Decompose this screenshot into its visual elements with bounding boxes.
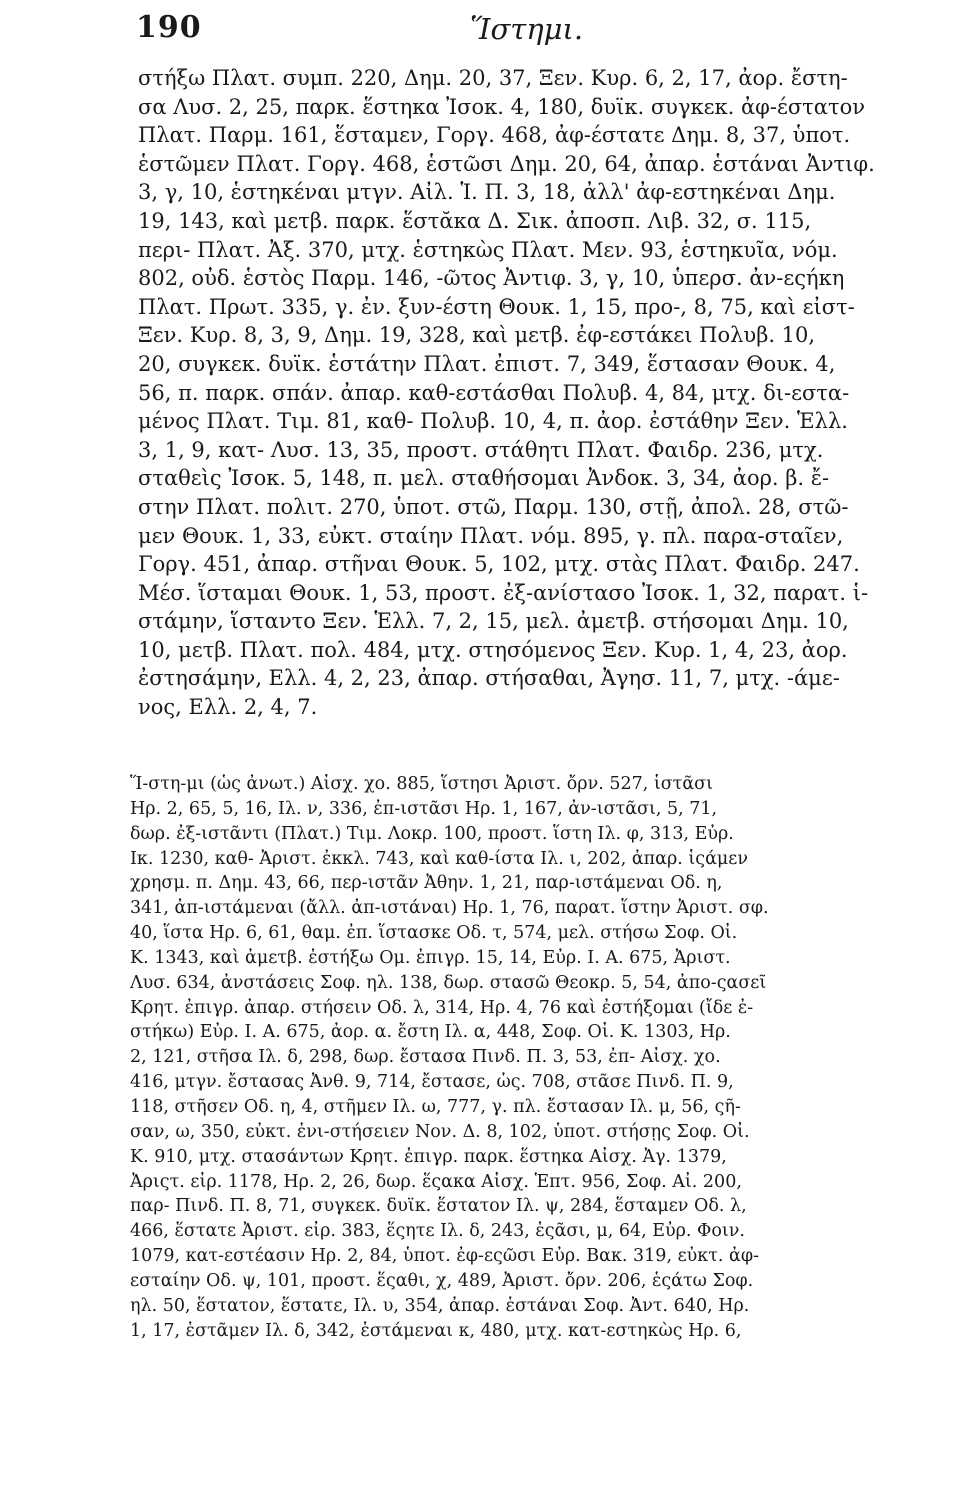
text-line: Ἀριςτ. εἰρ. 1178, Ηρ. 2, 26, δωρ. ἕςακα Αἰσχ. Ἑπτ. 956, Σοφ. Αἰ. 200, xyxy=(130,1171,742,1192)
text-line: ἑστῶμεν Πλατ. Γοργ. 468, ἑστῶσι Δημ. 20, 64, ἀπαρ. ἑστάναι Ἀντιφ. xyxy=(138,151,875,176)
text-line: Μέσ. ἵσταμαι Θουκ. 1, 53, προστ. ἐξ-ανίστασο Ἰσοκ. 1, 32, παρατ. ἱ- xyxy=(138,580,869,605)
text-line: 2, 121, στῆσα Ιλ. δ, 298, δωρ. ἔστασα Πινδ. Π. 3, 53, ἐπ- Αἰσχ. χο. xyxy=(130,1047,721,1068)
running-head: Ἵστημι. xyxy=(470,12,584,46)
text-line: 20, συγκεκ. δυϊκ. ἑστάτην Πλατ. ἐπιστ. 7, 349, ἕστασαν Θουκ. 4, xyxy=(138,351,836,376)
text-line: 3, γ, 10, ἑστηκέναι μτγν. Αἰλ. Ἱ. Π. 3, 18, ἀλλ' ἀφ-εστηκέναι Δημ. xyxy=(138,180,836,205)
text-line: Κ. 1343, καὶ ἀμετβ. ἐστήξω Ομ. ἐπιγρ. 15, 14, Εὐρ. Ι. Α. 675, Ἀριστ. xyxy=(130,947,731,968)
text-line: μένος Πλατ. Τιμ. 81, καθ- Πολυβ. 10, 4, π. ἀορ. ἐστάθην Ξεν. Ἑλλ. xyxy=(138,409,848,434)
text-line: 466, ἕστατε Ἀριστ. εἰρ. 383, ἕςητε Ιλ. δ, 243, ἑςᾶσι, μ, 64, Εὐρ. Φοιν. xyxy=(130,1221,745,1242)
page-number: 190 xyxy=(136,10,202,45)
text-line: μεν Θουκ. 1, 33, εὐκτ. σταίην Πλατ. νόμ. 895, γ. πλ. παρα-σταῖεν, xyxy=(138,523,844,548)
text-line: Λυσ. 634, ἀνστάσεις Σοφ. ηλ. 138, δωρ. στασῶ Θεοκρ. 5, 54, ἀπο-ςασεῖ xyxy=(130,972,767,993)
text-line: σα Λυσ. 2, 25, παρκ. ἕστηκα Ἰσοκ. 4, 180, δυϊκ. συγκεκ. ἀφ-έστατον xyxy=(138,94,865,119)
text-line: στην Πλατ. πολιτ. 270, ὑποτ. στῶ, Παρμ. 130, στῇ, ἀπολ. 28, στῶ- xyxy=(138,494,849,519)
text-line: χρησμ. π. Δημ. 43, 66, περ-ιστᾶν Ἀθην. 1, 21, παρ-ιστάμεναι Οδ. η, xyxy=(130,873,723,894)
text-line: 40, ἵστα Ηρ. 6, 61, θαμ. ἐπ. ἵστασκε Οδ. τ, 574, μελ. στήσω Σοφ. Οἰ. xyxy=(130,923,738,944)
text-line: δωρ. ἐξ-ιστᾶντι (Πλατ.) Τιμ. Λοκρ. 100, προστ. ἵστη Ιλ. φ, 313, Εὐρ. xyxy=(130,823,734,844)
text-line: Ἵ-στη-μι (ὡς ἀνωτ.) Αἰσχ. χο. 885, ἵστησι Ἀριστ. ὄρν. 527, ἱστᾶσι xyxy=(130,774,713,794)
page-header xyxy=(0,0,954,60)
text-line: 3, 1, 9, κατ- Λυσ. 13, 35, προστ. στάθητι Πλατ. Φαιδρ. 236, μτχ. xyxy=(138,437,824,462)
text-line: 1079, κατ-εστέασιν Ηρ. 2, 84, ὑποτ. ἐφ-εςῶσι Εὐρ. Βακ. 319, εὐκτ. ἀφ- xyxy=(130,1246,760,1267)
text-line: Ηρ. 2, 65, 5, 16, Ιλ. ν, 336, ἐπ-ιστᾶσι Ηρ. 1, 167, ἀν-ιστᾶσι, 5, 71, xyxy=(130,798,718,819)
text-line: 19, 143, καὶ μετβ. παρκ. ἕστᾰκα Δ. Σικ. ἀποσπ. Λιβ. 32, σ. 115, xyxy=(138,208,812,233)
text-line: 56, π. παρκ. σπάν. ἀπαρ. καθ-εστάσθαι Πολυβ. 4, 84, μτχ. δι-εστα- xyxy=(138,380,850,405)
text-line: ηλ. 50, ἕστατον, ἕστατε, Ιλ. υ, 354, ἀπαρ. ἑστάναι Σοφ. Ἀντ. 640, Ηρ. xyxy=(130,1295,750,1316)
text-line: σαν, ω, 350, εὐκτ. ἐνι-στήσειεν Νον. Δ. 8, 102, ὑποτ. στήσῃς Σοφ. Οἰ. xyxy=(130,1121,750,1142)
text-line: ἐστησάμην, Ελλ. 4, 2, 23, ἀπαρ. στήσαθαι, Ἀγησ. 11, 7, μτχ. -άμε- xyxy=(138,666,840,691)
entry-dialect-block xyxy=(130,772,920,1343)
text-line: εσταίην Οδ. ψ, 101, προστ. ἕςαθι, χ, 489, Ἀριστ. ὄρν. 206, ἑςάτω Σοφ. xyxy=(130,1270,754,1291)
text-line: 802, οὐδ. ἑστὸς Παρμ. 146, -ῶτος Ἀντιφ. 3, γ, 10, ὑπερσ. ἀν-εςήκη xyxy=(138,266,845,291)
text-line: νος, Ελλ. 2, 4, 7. xyxy=(138,695,318,720)
text-line: Πλατ. Παρμ. 161, ἕσταμεν, Γοργ. 468, ἀφ-έστατε Δημ. 8, 37, ὑποτ. xyxy=(138,123,851,148)
text-line: 1, 17, ἑστᾶμεν Ιλ. δ, 342, ἑστάμεναι κ, 480, μτχ. κατ-εστηκὼς Ηρ. 6, xyxy=(130,1320,742,1341)
text-line: στήξω Πλατ. συμπ. 220, Δημ. 20, 37, Ξεν. Κυρ. 6, 2, 17, ἀορ. ἔστη- xyxy=(138,66,848,90)
text-line: σταθεὶς Ἰσοκ. 5, 148, π. μελ. σταθήσομαι Ἀνδοκ. 3, 34, ἀορ. β. ἔ- xyxy=(138,466,830,491)
text-line: Κρητ. ἐπιγρ. ἀπαρ. στήσειν Οδ. λ, 314, Ηρ. 4, 76 καὶ ἐστήξομαι (ἴδε ἐ- xyxy=(130,997,754,1018)
text-line: 118, στῆσεν Οδ. η, 4, στῆμεν Ιλ. ω, 777, γ. πλ. ἔστασαν Ιλ. μ, 56, ςῆ- xyxy=(130,1096,741,1117)
text-line: στάμην, ἵσταντο Ξεν. Ἑλλ. 7, 2, 15, μελ. ἀμετβ. στήσομαι Δημ. 10, xyxy=(138,609,849,634)
text-line: Γοργ. 451, ἀπαρ. στῆναι Θουκ. 5, 102, μτχ. στὰς Πλατ. Φαιδρ. 247. xyxy=(138,552,860,577)
text-line: 10, μετβ. Πλατ. πολ. 484, μτχ. στησόμενος Ξεν. Κυρ. 1, 4, 23, ἀορ. xyxy=(138,637,848,662)
text-line: Πλατ. Πρωτ. 335, γ. ἐν. ξυν-έστη Θουκ. 1, 15, προ-, 8, 75, καὶ εἰστ- xyxy=(138,294,855,319)
text-line: 341, ἀπ-ιστάμεναι (ἄλλ. ἀπ-ιστάναι) Ηρ. 1, 76, παρατ. ἵστην Ἀριστ. σφ. xyxy=(130,898,769,919)
text-line: Ικ. 1230, καθ- Ἀριστ. ἐκκλ. 743, καὶ καθ-ίστα Ιλ. ι, 202, ἀπαρ. ἱςάμεν xyxy=(130,848,748,869)
text-line: στήκω) Εὐρ. Ι. Α. 675, ἀορ. α. ἔστη Ιλ. α, 448, Σοφ. Οἰ. Κ. 1303, Ηρ. xyxy=(130,1022,731,1043)
text-line: Ξεν. Κυρ. 8, 3, 9, Δημ. 19, 328, καὶ μετβ. ἐφ-εστάκει Πολυβ. 10, xyxy=(138,323,816,348)
text-line: παρ- Πινδ. Π. 8, 71, συγκεκ. δυϊκ. ἕστατον Ιλ. ψ, 284, ἕσταμεν Οδ. λ, xyxy=(130,1196,747,1217)
text-line: περι- Πλατ. Ἀξ. 370, μτχ. ἑστηκὼς Πλατ. Μεν. 93, ἑστηκυῖα, νόμ. xyxy=(138,237,838,262)
text-line: Κ. 910, μτχ. στασάντων Κρητ. ἐπιγρ. παρκ. ἕστηκα Αἰσχ. Ἀγ. 1379, xyxy=(130,1146,727,1167)
text-line: 416, μτγν. ἔστασας Ἀνθ. 9, 714, ἔστασε, ὡς. 708, στᾶσε Πινδ. Π. 9, xyxy=(130,1072,734,1093)
entry-forms-block xyxy=(138,64,918,722)
